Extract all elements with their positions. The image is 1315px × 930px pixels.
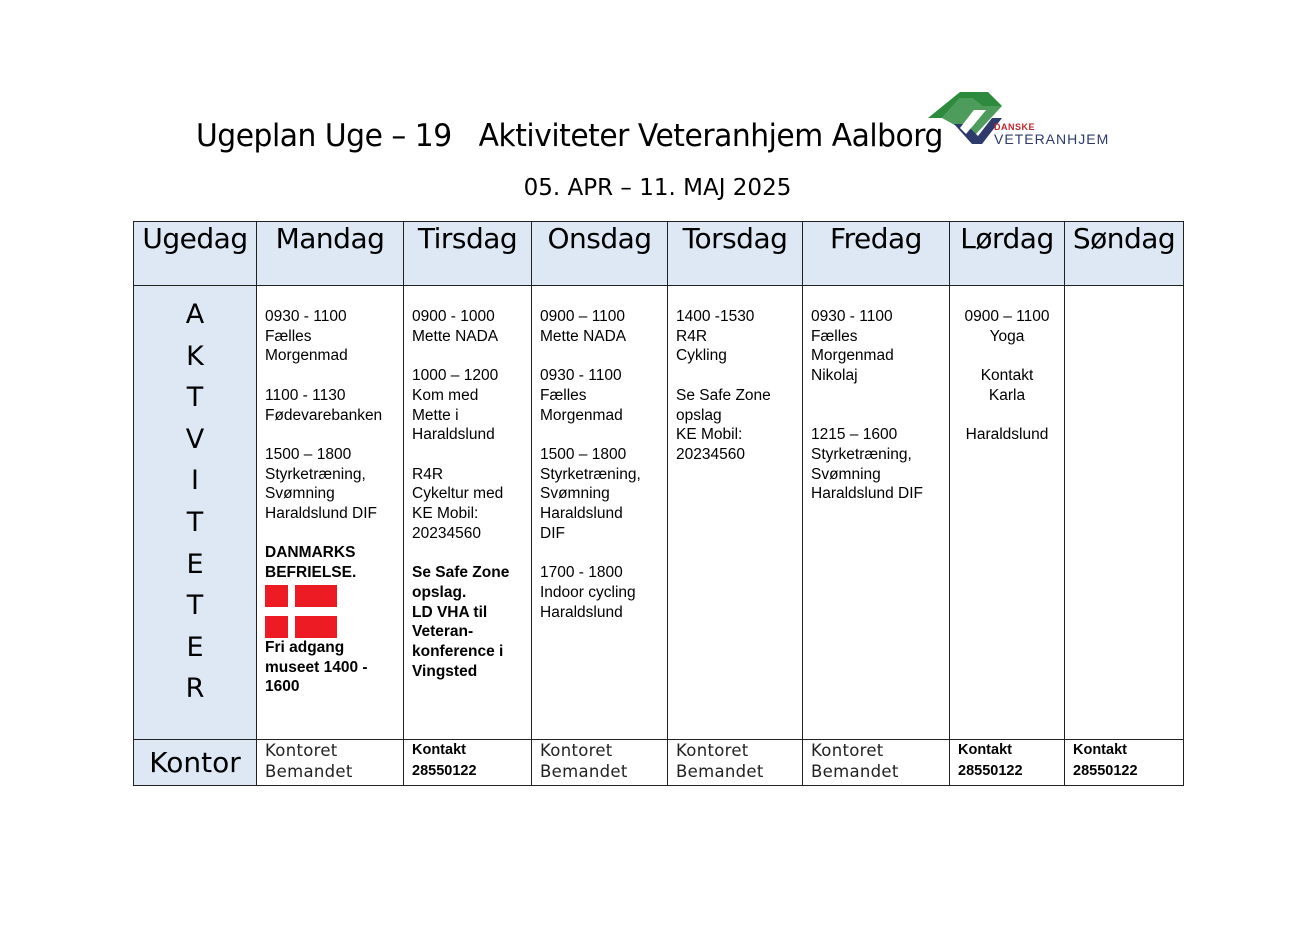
kontor-torsdag: Kontoret Bemandet bbox=[676, 741, 764, 781]
side-letter: T bbox=[186, 382, 204, 414]
header-loerdag: Lørdag bbox=[950, 222, 1065, 286]
date-range bbox=[0, 175, 1315, 201]
side-letter: T bbox=[186, 590, 204, 622]
kontor-loerdag: Kontakt 28550122 bbox=[958, 742, 1023, 779]
side-letter: I bbox=[191, 465, 199, 497]
activity-entry: DANMARKS BEFRIELSE. bbox=[265, 544, 357, 582]
activity-entry: 1700 - 1800 Indoor cycling Haraldslund bbox=[540, 564, 636, 621]
activity-entry: 1500 – 1800 Styrketræning, Svømning Haraldslund DIF bbox=[265, 445, 377, 522]
kontor-tirsdag: Kontakt 28550122 bbox=[412, 742, 477, 779]
danish-flag-icon bbox=[265, 585, 337, 638]
header-ugedag: Ugedag bbox=[134, 222, 257, 286]
activity-entry: 1000 – 1200 Kom med Mette i Haraldslund bbox=[412, 367, 499, 444]
header-torsdag: Torsdag bbox=[668, 222, 803, 286]
activity-entry: 0930 - 1100 Fælles Morgenmad bbox=[540, 367, 623, 424]
activity-entry: Se Safe Zone opslag KE Mobil: 20234560 bbox=[676, 386, 771, 463]
side-letter: K bbox=[186, 340, 204, 372]
date-range-text: 05. APR – 11. MAJ 2025 bbox=[523, 175, 792, 201]
aktiviteter-label bbox=[134, 286, 257, 740]
kontor-row bbox=[134, 740, 1184, 786]
activity-entry: Se Safe Zone opslag. LD VHA til Veteran- konference i Vingsted bbox=[412, 564, 510, 680]
header-mandag: Mandag bbox=[257, 222, 404, 286]
kontor-label: Kontor bbox=[134, 740, 257, 786]
activity-entry: 1500 – 1800 Styrketræning, Svømning Haraldslund DIF bbox=[540, 445, 641, 542]
activity-entry: 1100 - 1130 Fødevarebanken bbox=[265, 386, 383, 424]
kontor-soendag: Kontakt 28550122 bbox=[1073, 742, 1138, 779]
side-letter: E bbox=[186, 631, 204, 663]
header-onsdag: Onsdag bbox=[532, 222, 668, 286]
mandag-activities bbox=[257, 286, 404, 740]
torsdag-activities bbox=[668, 286, 803, 740]
activity-entry: 1215 – 1600 Styrketræning, Svømning Haraldslund DIF bbox=[811, 426, 923, 503]
header-row bbox=[134, 222, 1184, 286]
week-plan-table bbox=[133, 221, 1184, 786]
activity-entry: Kontakt Karla bbox=[980, 367, 1034, 404]
soendag-activities bbox=[1065, 286, 1184, 740]
activity-entry: 0900 - 1000 Mette NADA bbox=[412, 308, 499, 345]
logo-line1: DANSKE bbox=[994, 122, 1036, 132]
side-letter: T bbox=[186, 506, 204, 538]
kontor-onsdag: Kontoret Bemandet bbox=[540, 741, 628, 781]
activity-entry: 0930 - 1100 Fælles Morgenmad bbox=[265, 308, 348, 365]
activity-entry: Haraldslund bbox=[965, 426, 1049, 444]
kontor-mandag: Kontoret Bemandet bbox=[265, 741, 353, 781]
activity-entry: 0900 – 1100 Yoga bbox=[964, 308, 1050, 345]
loerdag-activities bbox=[950, 286, 1065, 740]
side-letter: E bbox=[186, 548, 204, 580]
page-title: Ugeplan Uge – 19 Aktiviteter Veteranhjem Aalborg bbox=[196, 118, 943, 154]
side-letter: A bbox=[185, 299, 205, 330]
tirsdag-activities bbox=[404, 286, 532, 740]
activities-row bbox=[134, 286, 1184, 740]
logo-line2: VETERANHJEM bbox=[994, 131, 1110, 147]
fredag-activities bbox=[803, 286, 950, 740]
logo-text bbox=[994, 122, 1109, 146]
activity-entry: 0930 - 1100 Fælles Morgenmad Nikolaj bbox=[811, 308, 894, 385]
header-soendag: Søndag bbox=[1065, 222, 1184, 286]
side-letter: R bbox=[185, 673, 205, 705]
kontor-fredag: Kontoret Bemandet bbox=[811, 741, 899, 781]
activity-entry: Fri adgang museet 1400 - 1600 bbox=[265, 638, 368, 696]
onsdag-activities bbox=[532, 286, 668, 740]
header-fredag: Fredag bbox=[803, 222, 950, 286]
activity-entry: 0900 – 1100 Mette NADA bbox=[540, 308, 627, 345]
activity-entry: 1400 -1530 R4R Cykling bbox=[676, 308, 755, 365]
activity-entry: R4R Cykeltur med KE Mobil: 20234560 bbox=[412, 465, 504, 542]
header-tirsdag: Tirsdag bbox=[404, 222, 532, 286]
side-letter: V bbox=[185, 423, 205, 455]
